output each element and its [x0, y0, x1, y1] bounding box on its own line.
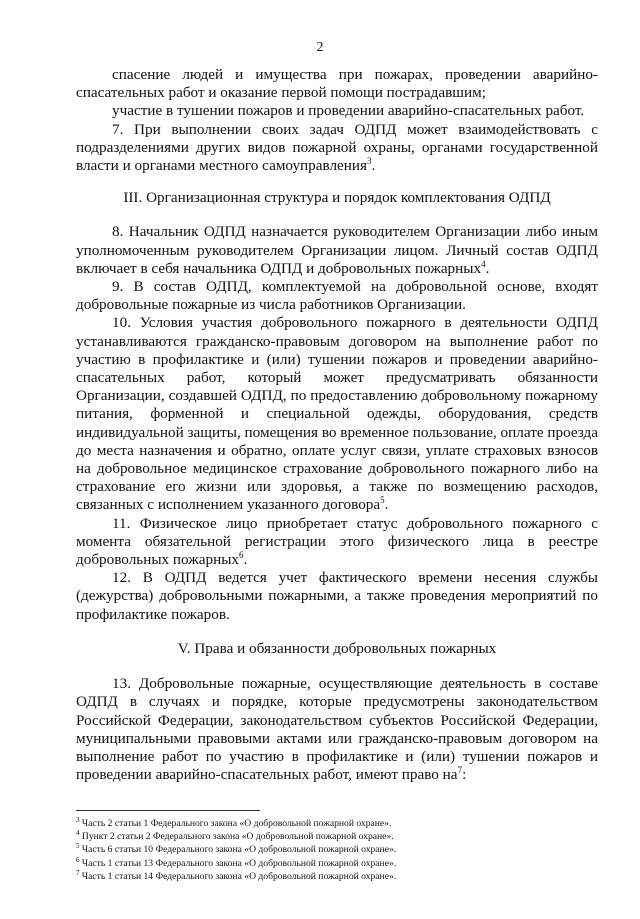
- paragraph-8: [76, 223, 598, 278]
- paragraph-end: .: [371, 157, 376, 175]
- footnote-ref-6: 6: [239, 550, 244, 561]
- footnote: [76, 830, 596, 843]
- footnote-number: 6: [76, 855, 80, 864]
- paragraph-text: 10. Условия участия добровольного пожарного в деятельности ОДПД устанавливаются гражданско-правовым договором на выполнение работ по участию в профилактике и (или) тушении пожаров и проведении аварийно-спасательных работ, который может предусматривать обязанности Организации, создавшей ОДПД, по предоставлению добровольному пожарному питания, форменной и специальной одежды, оборудования, средств индивидуальной защиты, помещения во временное пользование, оплате проезда до места назначения и обратно, оплате услуг связи, уплате страховых взносов на добровольное медицинское страхование добровольного пожарного либо на страхование его жизни или здоровья, а также по возмещению расходов, связанных с исполнением указанного договора: [76, 314, 598, 514]
- section-heading-3: III. Организационная структура и порядок комплектования ОДПД: [123, 189, 551, 207]
- footnote: [76, 857, 596, 870]
- paragraph-text: спасение людей и имущества при пожарах, проведении аварийно-спасательных работ и оказание первой помощи пострадавшим;: [76, 66, 598, 102]
- footnote-divider: [76, 810, 260, 811]
- paragraph-9: [76, 278, 598, 314]
- footnote-text: Часть 1 статьи 14 Федерального закона «О добровольной пожарной охране».: [81, 870, 397, 882]
- paragraph-10: [76, 314, 598, 514]
- footnotes: [76, 817, 596, 883]
- paragraph-13: [76, 675, 598, 784]
- paragraph-end: :: [462, 766, 467, 784]
- paragraph-text: 8. Начальник ОДПД назначается руководителем Организации либо иным уполномоченным руководителем Организации лицом. Личный состав ОДПД включает в себя начальника ОДПД и добровольных пожарных: [76, 223, 598, 277]
- footnote-text: Часть 1 статьи 13 Федерального закона «О добровольной пожарной охране».: [81, 857, 397, 869]
- footnote-text: Пункт 2 статьи 2 Федерального закона «О добровольной пожарной охране».: [81, 831, 394, 843]
- page-number: 2: [316, 40, 324, 55]
- footnote: [76, 817, 596, 830]
- footnote-ref-4: 4: [481, 258, 486, 269]
- footnote-text: Часть 2 статьи 1 Федерального закона «О добровольной пожарной охране».: [81, 818, 392, 829]
- paragraph-text: 11. Физическое лицо приобретает статус добровольного пожарного с момента обязательной регистрации этого физического лица в реестре добровольных пожарных: [76, 514, 598, 569]
- paragraph-text: 13. Добровольные пожарные, осуществляющие деятельность в составе ОДПД в случаях и порядке, которые предусмотрены законодательством Российской Федерации, законодательством субъектов Российской Федерации, муниципальными правовыми актами или гражданско-правовым договором на выполнение работ по участию в профилактике и (или) тушении пожаров и проведении аварийно-спасательных работ, имеют право на: [76, 675, 598, 784]
- paragraph-continued: [76, 66, 598, 102]
- paragraph-12: [76, 569, 598, 624]
- paragraph-text: участие в тушении пожаров и проведении аварийно-спасательных работ.: [112, 102, 585, 120]
- paragraph-text: 9. В состав ОДПД, комплектуемой на добровольной основе, входят добровольные пожарные из числа работников Организации.: [76, 278, 598, 314]
- footnote-number: 7: [76, 868, 80, 877]
- paragraph-11: [76, 515, 598, 570]
- footnote: [76, 843, 596, 856]
- paragraph-participation: [76, 102, 598, 120]
- section-heading-5: V. Права и обязанности добровольных пожарных: [177, 639, 497, 657]
- footnote-ref-7: 7: [457, 765, 463, 776]
- footnote-number: 5: [76, 842, 80, 851]
- document-body: [76, 66, 598, 784]
- paragraph-end: .: [485, 259, 490, 277]
- footnote: [76, 870, 596, 883]
- footnote-ref-3: 3: [367, 155, 372, 166]
- paragraph-text: 7. При выполнении своих задач ОДПД может взаимодействовать с подразделениями других видов пожарной охраны, органами государственной власти и органами местного самоуправления: [76, 120, 598, 175]
- paragraph-text: 12. В ОДПД ведется учет фактического времени несения службы (дежурства) добровольными пожарными, а также проведения мероприятий по профилактике пожаров.: [76, 569, 598, 623]
- footnote-number: 4: [76, 829, 80, 838]
- paragraph-end: .: [384, 496, 389, 514]
- footnote-number: 3: [76, 815, 80, 824]
- footnote-ref-5: 5: [380, 495, 385, 506]
- paragraph-end: .: [243, 551, 248, 569]
- footnote-text: Часть 6 статьи 10 Федерального закона «О добровольной пожарной охране».: [81, 844, 397, 856]
- paragraph-7: [76, 121, 598, 176]
